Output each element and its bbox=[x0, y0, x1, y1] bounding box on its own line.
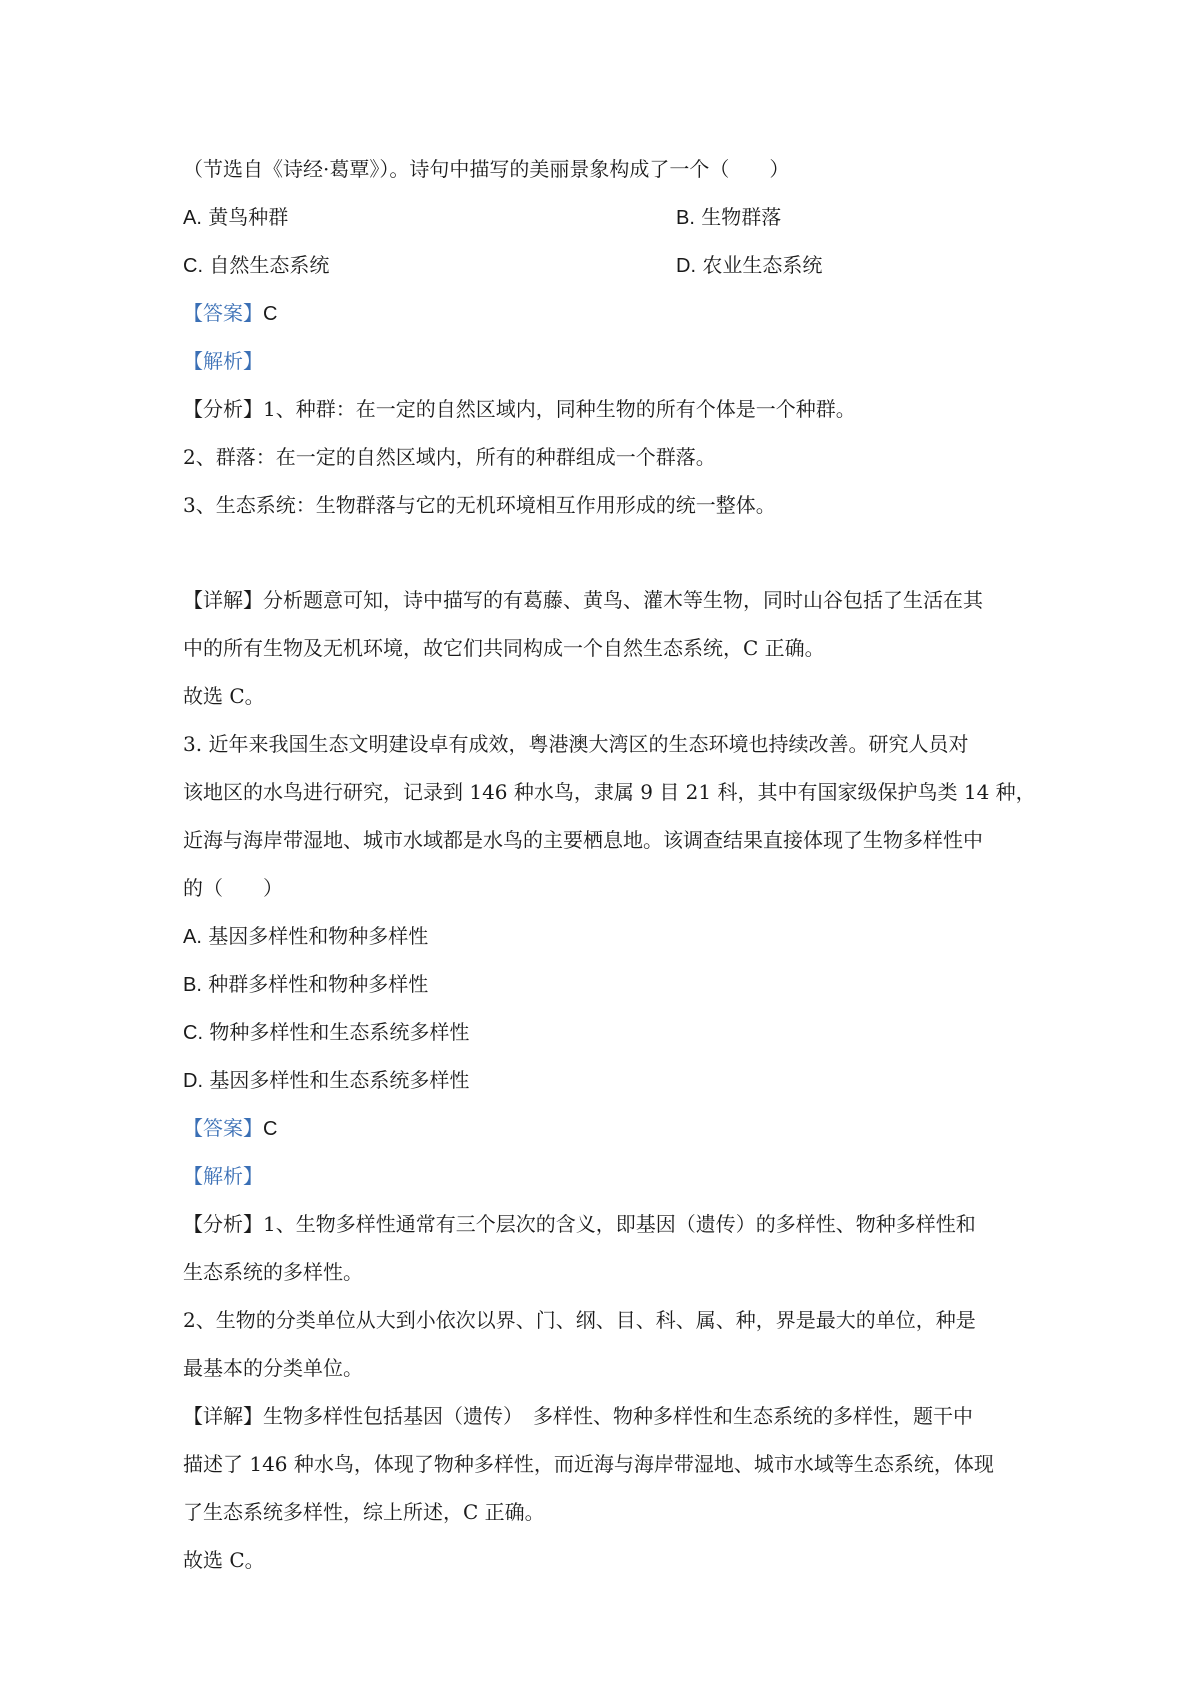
option-text: 种群多样性和物种多样性 bbox=[208, 972, 429, 996]
q2-option-c[interactable] bbox=[183, 251, 329, 280]
q2-answer bbox=[183, 299, 277, 328]
option-letter: D. bbox=[676, 255, 696, 277]
q3-fenxi-line-4: 最基本的分类单位。 bbox=[183, 1356, 363, 1380]
answer-label: 【答案】 bbox=[183, 301, 263, 325]
fenxi-text: 1、种群：在一定的自然区域内，同种生物的所有个体是一个种群。 bbox=[263, 397, 856, 421]
q3-fenxi-line-3: 2、生物的分类单位从大到小依次以界、门、纲、目、科、属、种，界是最大的单位，种是 bbox=[183, 1308, 976, 1332]
option-text: 物种多样性和生态系统多样性 bbox=[209, 1020, 470, 1044]
detail-text: 生物多样性包括基因（遗传） 多样性、物种多样性和生态系统的多样性，题干中 bbox=[263, 1404, 973, 1428]
q2-fenxi-line-3: 3、生态系统：生物群落与它的无机环境相互作用形成的统一整体。 bbox=[183, 493, 776, 517]
q3-option-c[interactable] bbox=[183, 1018, 469, 1047]
q3-fenxi-line-1 bbox=[183, 1210, 976, 1238]
option-letter: C. bbox=[183, 1022, 203, 1044]
option-letter: A. bbox=[183, 926, 202, 948]
answer-value: C bbox=[263, 1118, 278, 1140]
q2-detail-line-1 bbox=[183, 586, 983, 614]
q2-fenxi-line-1 bbox=[183, 395, 856, 423]
option-text: 黄鸟种群 bbox=[208, 205, 289, 229]
q3-stem-line-1: 3. 近年来我国生态文明建设卓有成效，粤港澳大湾区的生态环境也持续改善。研究人员对 bbox=[183, 732, 969, 756]
q2-option-d[interactable] bbox=[676, 251, 822, 280]
q2-analysis-label: 【解析】 bbox=[183, 349, 263, 373]
option-letter: B. bbox=[676, 207, 695, 229]
q3-stem-line-2: 该地区的水鸟进行研究，记录到 146 种水鸟，隶属 9 目 21 科，其中有国家级保护鸟类 14 种， bbox=[183, 780, 1036, 804]
q3-option-b[interactable] bbox=[183, 970, 428, 999]
q3-option-a[interactable] bbox=[183, 922, 428, 951]
q2-option-b[interactable] bbox=[676, 203, 781, 232]
q3-stem-line-3: 近海与海岸带湿地、城市水域都是水鸟的主要栖息地。该调查结果直接体现了生物多样性中 bbox=[183, 828, 983, 852]
answer-label: 【答案】 bbox=[183, 1116, 263, 1140]
q3-answer bbox=[183, 1114, 277, 1143]
option-letter: B. bbox=[183, 974, 202, 996]
fenxi-label: 【分析】 bbox=[183, 1212, 263, 1236]
option-text: 农业生态系统 bbox=[702, 253, 823, 277]
option-text: 基因多样性和物种多样性 bbox=[208, 924, 429, 948]
detail-label: 【详解】 bbox=[183, 588, 263, 612]
q3-conclusion: 故选 C。 bbox=[183, 1548, 265, 1572]
q2-option-a[interactable] bbox=[183, 203, 288, 232]
option-text: 自然生态系统 bbox=[209, 253, 330, 277]
q3-detail-line-1 bbox=[183, 1402, 973, 1430]
fenxi-label: 【分析】 bbox=[183, 397, 263, 421]
q3-stem-line-4: 的（ ） bbox=[183, 876, 283, 900]
option-text: 基因多样性和生态系统多样性 bbox=[209, 1068, 470, 1092]
option-letter: C. bbox=[183, 255, 203, 277]
detail-label: 【详解】 bbox=[183, 1404, 263, 1428]
option-text: 生物群落 bbox=[701, 205, 782, 229]
q2-fenxi-line-2: 2、群落：在一定的自然区域内，所有的种群组成一个群落。 bbox=[183, 445, 716, 469]
q2-conclusion: 故选 C。 bbox=[183, 684, 265, 708]
q3-option-d[interactable] bbox=[183, 1066, 469, 1095]
q3-fenxi-line-2: 生态系统的多样性。 bbox=[183, 1260, 363, 1284]
q3-analysis-label: 【解析】 bbox=[183, 1164, 263, 1188]
answer-value: C bbox=[263, 303, 278, 325]
q3-detail-line-3: 了生态系统多样性，综上所述，C 正确。 bbox=[183, 1500, 545, 1524]
q2-stem-tail: （节选自《诗经·葛覃》）。诗句中描写的美丽景象构成了一个（ ） bbox=[183, 157, 790, 181]
option-letter: D. bbox=[183, 1070, 203, 1092]
q2-detail-line-2: 中的所有生物及无机环境，故它们共同构成一个自然生态系统，C 正确。 bbox=[183, 636, 825, 660]
option-letter: A. bbox=[183, 207, 202, 229]
fenxi-text: 1、生物多样性通常有三个层次的含义，即基因（遗传）的多样性、物种多样性和 bbox=[263, 1212, 976, 1236]
detail-text: 分析题意可知，诗中描写的有葛藤、黄鸟、灌木等生物，同时山谷包括了生活在其 bbox=[263, 588, 983, 612]
q3-detail-line-2: 描述了 146 种水鸟，体现了物种多样性，而近海与海岸带湿地、城市水域等生态系统，体现 bbox=[183, 1452, 994, 1476]
